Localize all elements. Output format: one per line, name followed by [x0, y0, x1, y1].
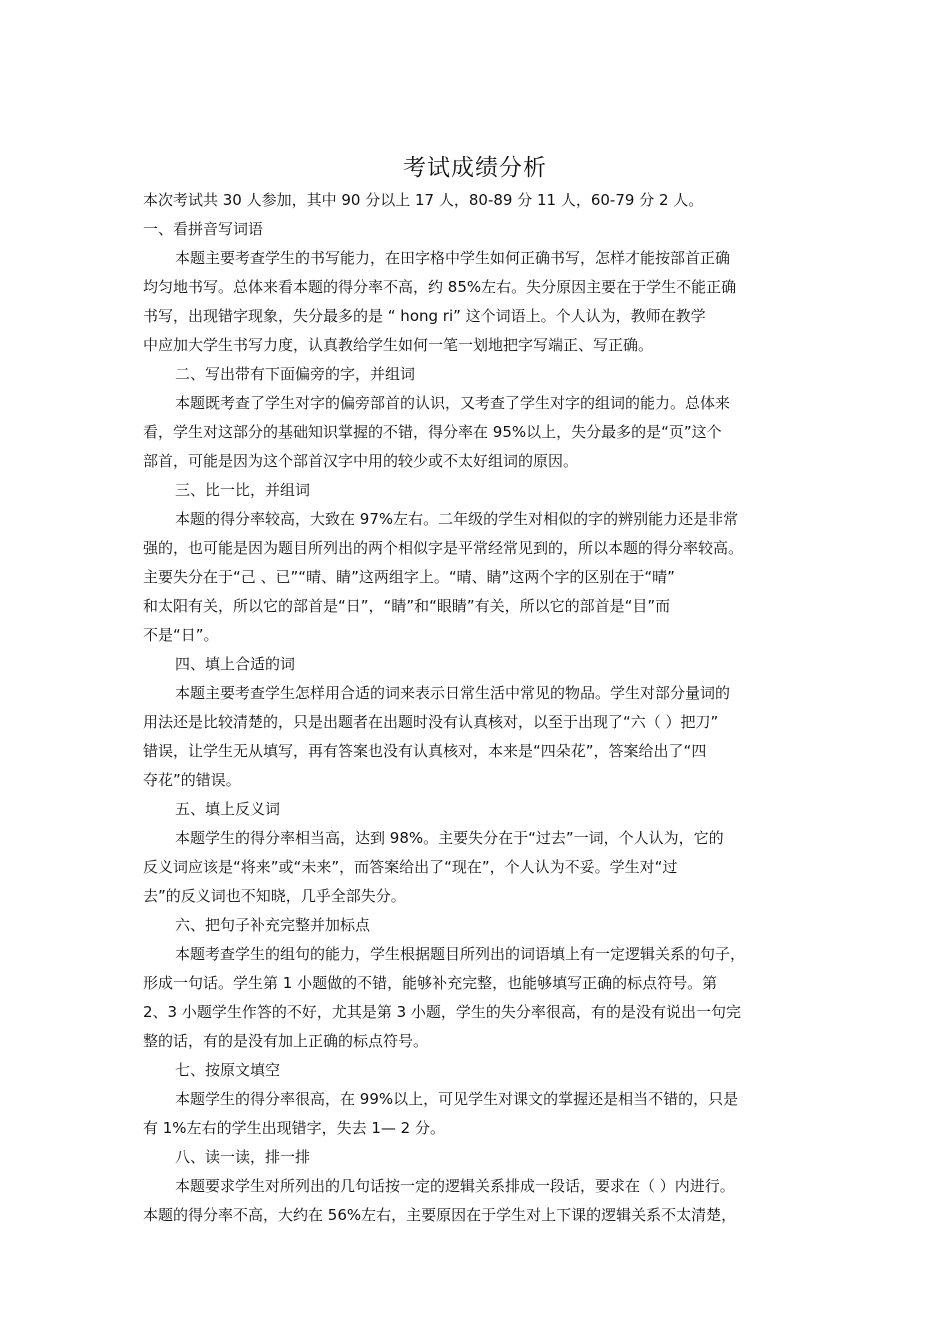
paragraph-line: 书写，出现错字现象，失分最多的是 “ hong ri” 这个词语上。个人认为，教师在教学: [143, 307, 706, 325]
section-heading: 六、把句子补充完整并加标点: [175, 916, 371, 934]
intro-paragraph: 本次考试共 30 人参加，其中 90 分以上 17 人，80-89 分 11 人，60-79 分 2 人。: [143, 191, 704, 209]
section-5: [143, 795, 809, 911]
section-8: [143, 1143, 809, 1230]
paragraph-line: 整的话，有的是没有加上正确的标点符号。: [143, 1032, 429, 1050]
section-4: [143, 650, 809, 795]
section-heading: 二、写出带有下面偏旁的字，并组词: [175, 365, 416, 383]
paragraph-line: 本题学生的得分率相当高，达到 98%。主要失分在于“过去”一词，个人认为，它的: [175, 829, 724, 847]
paragraph-line: 主要失分在于“己 、已”“晴、睛”这两组字上。“晴、睛”这两个字的区别在于“晴”: [143, 568, 675, 586]
paragraph-line: 本题既考查了学生对字的偏旁部首的认识，又考查了学生对字的组词的能力。总体来: [175, 394, 731, 412]
section-2: [143, 360, 809, 476]
paragraph-line: 形成一句话。学生第 1 小题做的不错，能够补充完整，也能够填写正确的标点符号。第: [143, 974, 718, 992]
paragraph-line: 有 1%左右的学生出现错字，失去 1— 2 分。: [143, 1119, 445, 1137]
paragraph-line: 部首，可能是因为这个部首汉字中用的较少或不太好组词的原因。: [143, 452, 579, 470]
document-body: [143, 186, 809, 1230]
paragraph-line: 本题的得分率较高，大致在 97%左右。二年级的学生对相似的字的辨别能力还是非常: [175, 510, 739, 528]
section-heading: 五、填上反义词: [175, 800, 281, 818]
paragraph-line: 用法还是比较清楚的，只是出题者在出题时没有认真核对，以至于出现了“六（ ）把刀”: [143, 713, 719, 731]
section-heading: 一、看拼音写词语: [143, 220, 264, 238]
paragraph-line: 错误，让学生无从填写，再有答案也没有认真核对，本来是“四朵花”，答案给出了“四: [143, 742, 707, 760]
paragraph-line: 强的，也可能是因为题目所列出的两个相似字是平常经常见到的，所以本题的得分率较高。: [143, 539, 744, 557]
paragraph-line: 本题要求学生对所列出的几句话按一定的逻辑关系排成一段话，要求在（ ）内进行。: [175, 1177, 735, 1195]
section-1: [143, 215, 809, 360]
paragraph-line: 本题主要考查学生的书写能力，在田字格中学生如何正确书写，怎样才能按部首正确: [175, 249, 731, 267]
section-heading: 四、填上合适的词: [175, 655, 296, 673]
section-heading: 八、读一读，排一排: [175, 1148, 311, 1166]
paragraph-line: 不是“日”。: [143, 626, 219, 644]
section-6: [143, 911, 809, 1056]
paragraph-line: 均匀地书写。总体来看本题的得分率不高，约 85%左右。失分原因主要在于学生不能正确: [143, 278, 737, 296]
paragraph-line: 2、3 小题学生作答的不好，尤其是第 3 小题，学生的失分率很高，有的是没有说出一句完: [143, 1003, 741, 1021]
paragraph-line: 本题主要考查学生怎样用合适的词来表示日常生活中常见的物品。学生对部分量词的: [175, 684, 731, 702]
section-heading: 三、比一比，并组词: [175, 481, 311, 499]
page-title: 考试成绩分析: [403, 155, 547, 181]
section-3: [143, 476, 809, 650]
paragraph-line: 反义词应该是“将来”或“未来”，而答案给出了“现在”，个人认为不妥。学生对“过: [143, 858, 678, 876]
section-heading: 七、按原文填空: [175, 1061, 281, 1079]
paragraph-line: 看，学生对这部分的基础知识掌握的不错，得分率在 95%以上，失分最多的是“页”这个: [143, 423, 722, 441]
paragraph-line: 本题考查学生的组句的能力，学生根据题目所列出的词语填上有一定逻辑关系的句子，: [175, 945, 746, 963]
paragraph-line: 本题学生的得分率很高，在 99%以上，可见学生对课文的掌握还是相当不错的，只是: [175, 1090, 739, 1108]
paragraph-line: 中应加大学生书写力度，认真教给学生如何一笔一划地把字写端正、写正确。: [143, 336, 654, 354]
paragraph-line: 夺花”的错误。: [143, 771, 241, 789]
paragraph-line: 本题的得分率不高，大约在 56%左右，主要原因在于学生对上下课的逻辑关系不太清楚，: [143, 1206, 737, 1224]
paragraph-line: 去”的反义词也不知晓，几乎全部失分。: [143, 887, 406, 905]
paragraph-line: 和太阳有关，所以它的部首是“日”，“睛”和“眼睛”有关，所以它的部首是“目”而: [143, 597, 671, 615]
section-7: [143, 1056, 809, 1143]
